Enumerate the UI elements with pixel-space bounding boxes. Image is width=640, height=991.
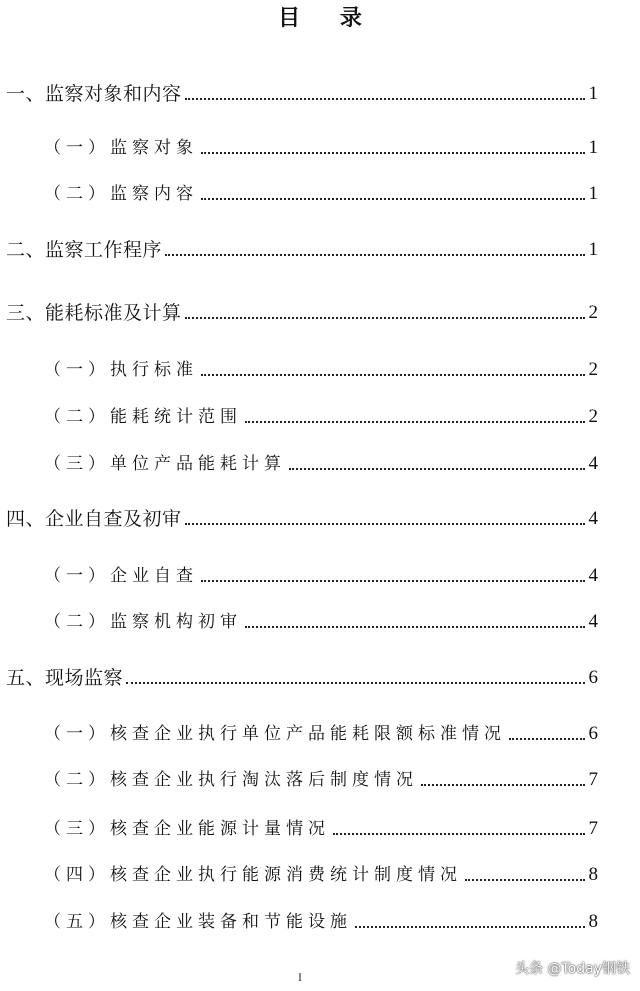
toc-entry-3[interactable] <box>6 297 598 325</box>
toc-entry-5[interactable] <box>6 662 598 690</box>
toc-entry-page: 4 <box>588 611 598 632</box>
toc-entry-label: （四）核查企业执行能源消费统计制度情况 <box>44 865 462 885</box>
toc-entry-page: 4 <box>588 565 598 586</box>
dot-leader <box>185 523 585 525</box>
toc-entry-label: 三、能耗标准及计算 <box>6 302 182 324</box>
dot-leader <box>465 879 585 881</box>
toc-entry-page: 2 <box>588 302 598 323</box>
toc-entry-label: （五）核查企业装备和节能设施 <box>44 912 352 932</box>
toc-entry-page: 1 <box>588 183 598 204</box>
toc-entry-page: 2 <box>588 359 598 380</box>
dot-leader <box>289 468 585 470</box>
toc-entry-page: 1 <box>588 137 598 158</box>
dot-leader <box>421 784 585 786</box>
toc-entry-3-2[interactable] <box>44 401 598 429</box>
dot-leader <box>245 421 585 423</box>
toc-entry-page: 4 <box>588 453 598 474</box>
toc-entry-label: （三）核查企业能源计量情况 <box>44 819 330 839</box>
dot-leader <box>509 738 585 740</box>
toc-entry-1[interactable] <box>6 78 598 106</box>
toc-entry-page: 7 <box>588 769 598 790</box>
toc-entry-label: （一）核查企业执行单位产品能耗限额标准情况 <box>44 724 506 744</box>
toc-entry-page: 1 <box>588 83 598 104</box>
toc-entry-4-1[interactable] <box>44 560 598 588</box>
toc-entry-4-2[interactable] <box>44 606 598 634</box>
toc-entry-3-1[interactable] <box>44 354 598 382</box>
dot-leader <box>201 198 585 200</box>
dot-leader <box>185 317 585 319</box>
toc-entry-page: 6 <box>588 723 598 744</box>
toc-entry-5-1[interactable] <box>44 718 598 746</box>
dot-leader <box>355 926 585 928</box>
toc-entry-page: 7 <box>588 818 598 839</box>
toc-entry-label: （二）监察机构初审 <box>44 612 242 632</box>
toc-entry-label: （二）核查企业执行淘汰落后制度情况 <box>44 770 418 790</box>
dot-leader <box>201 580 585 582</box>
dot-leader <box>201 374 585 376</box>
toc-entry-label: （二）能耗统计范围 <box>44 407 242 427</box>
footer-page-number: I <box>298 970 302 984</box>
dot-leader <box>126 682 585 684</box>
toc-entry-1-2[interactable] <box>44 178 598 206</box>
toc-entry-page: 1 <box>588 239 598 260</box>
toc-entry-2[interactable] <box>6 234 598 262</box>
toc-entry-label: 二、监察工作程序 <box>6 239 163 261</box>
toc-entry-label: （一）企业自查 <box>44 566 198 586</box>
dot-leader <box>201 152 585 154</box>
page-title: 目 录 <box>278 6 378 31</box>
toc-entry-label: （一）监察对象 <box>44 138 198 158</box>
toc-entry-1-1[interactable] <box>44 132 598 160</box>
toc-entry-label: 五、现场监察 <box>6 667 124 689</box>
toc-entry-5-2[interactable] <box>44 764 598 792</box>
toc-entry-3-3[interactable] <box>44 448 598 476</box>
toc-entry-page: 2 <box>588 406 598 427</box>
watermark: 头条 @Today钢铁 <box>515 961 630 977</box>
dot-leader <box>245 626 585 628</box>
toc-entry-label: （二）监察内容 <box>44 184 198 204</box>
toc-entry-page: 8 <box>588 864 598 885</box>
toc-entry-label: 一、监察对象和内容 <box>6 83 182 105</box>
toc-entry-label: （三）单位产品能耗计算 <box>44 454 286 474</box>
toc-entry-5-3[interactable] <box>44 813 598 841</box>
toc-entry-5-4[interactable] <box>44 859 598 887</box>
toc-entry-label: 四、企业自查及初审 <box>6 508 182 530</box>
dot-leader <box>165 254 585 256</box>
dot-leader <box>185 98 585 100</box>
toc-entry-page: 8 <box>588 911 598 932</box>
toc-entry-label: （一）执行标准 <box>44 360 198 380</box>
dot-leader <box>333 833 585 835</box>
toc-entry-page: 6 <box>588 667 598 688</box>
toc-entry-page: 4 <box>588 508 598 529</box>
toc-entry-4[interactable] <box>6 503 598 531</box>
toc-entry-5-5[interactable] <box>44 906 598 934</box>
